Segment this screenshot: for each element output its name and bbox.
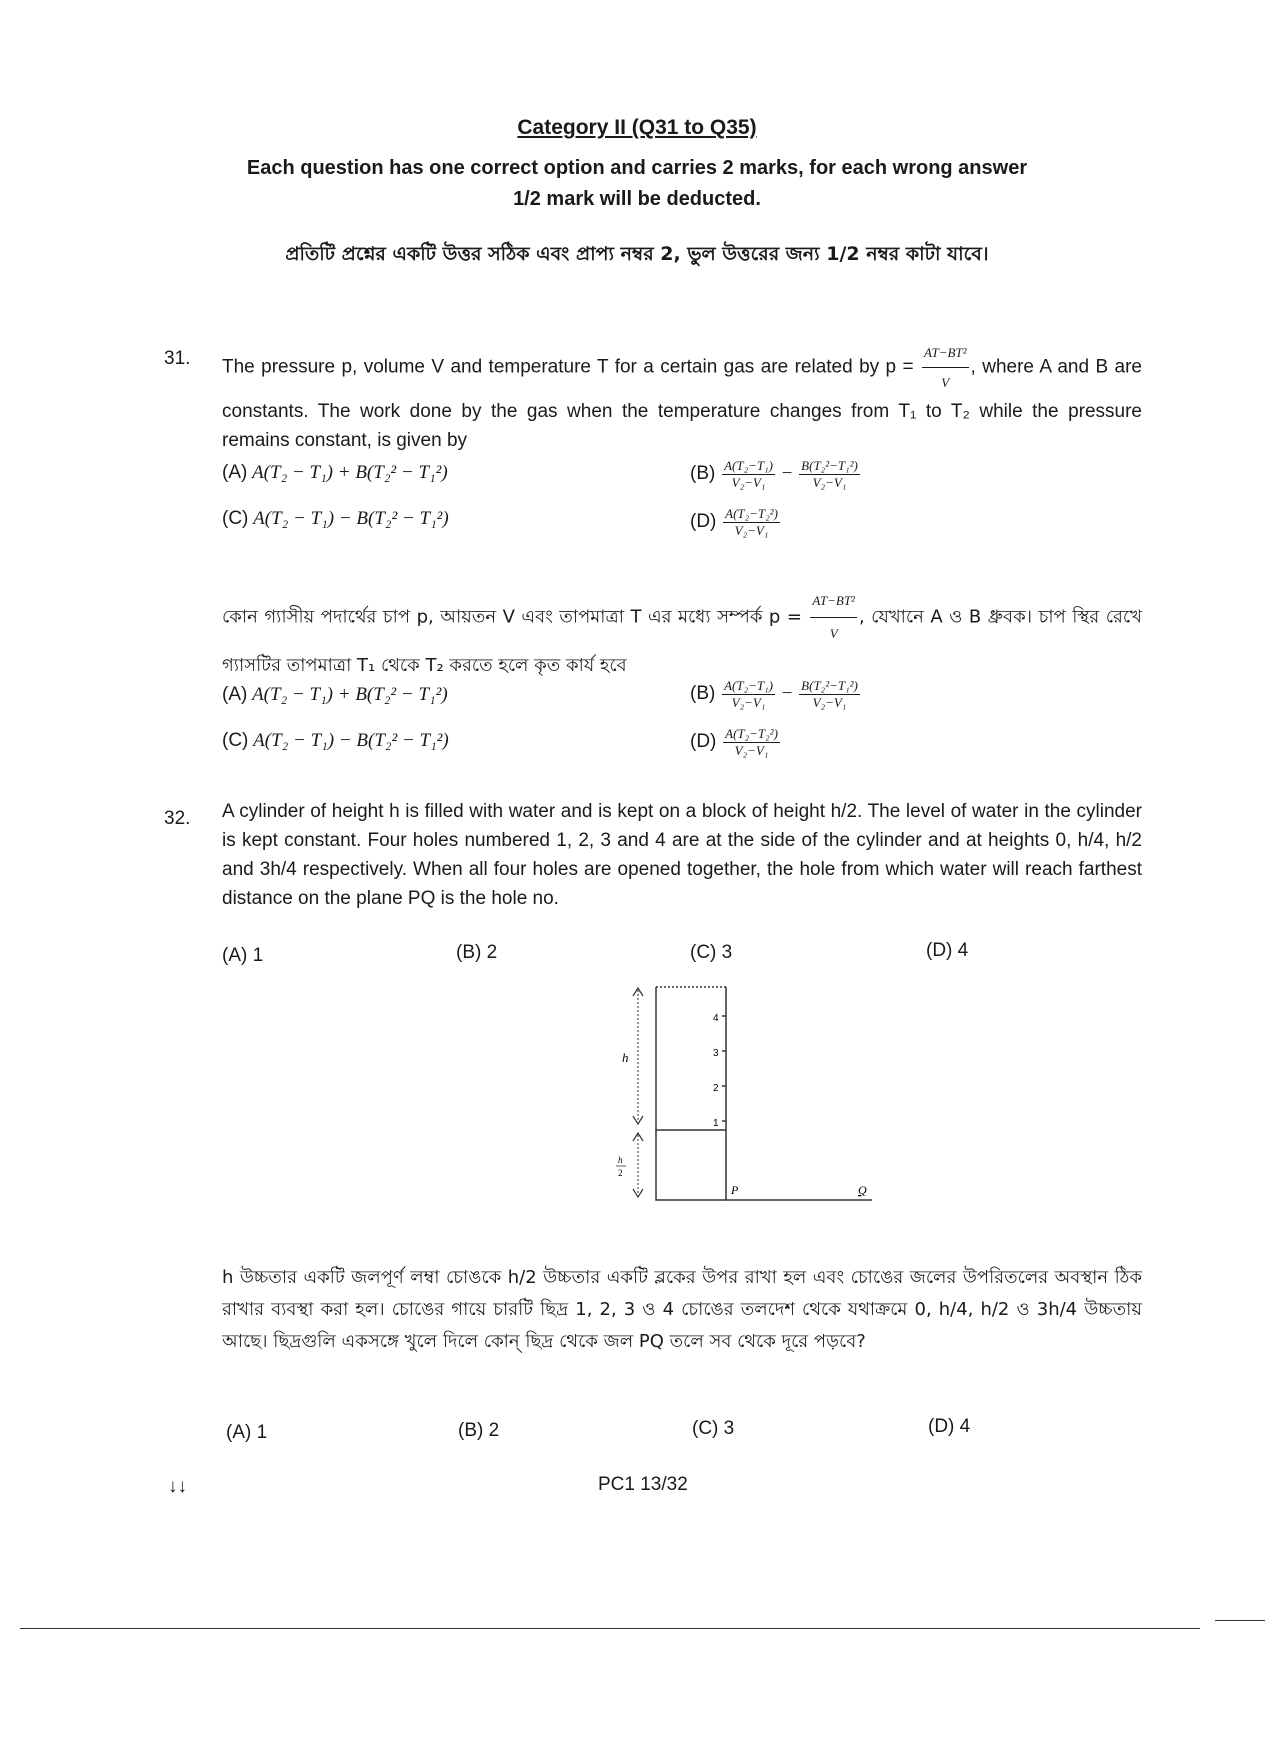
block	[656, 1130, 726, 1200]
q31-option-a-repeat[interactable]: (A) A(T₂ − T₁) + B(T₂² − T₁²)	[222, 684, 448, 705]
pressure-formula: $\frac{\text{AT−BT²}}{V}$	[922, 338, 969, 397]
q32-option-b[interactable]: (B) 2	[456, 942, 498, 963]
bottom-rule-end	[1215, 1620, 1265, 1621]
q32-option-d[interactable]: (D) 4	[926, 940, 969, 961]
q31-option-c-repeat[interactable]: (C) A(T₂ − T₁) − B(T₂² − T₁²)	[222, 730, 449, 751]
page-number: PC1 13/32	[598, 1474, 688, 1495]
q31-option-a[interactable]: (A) A(T₂ − T₁) + B(T₂² − T₁²)	[222, 462, 448, 483]
q32-option-c-repeat[interactable]: (C) 3	[692, 1418, 735, 1439]
q32-option-a-repeat[interactable]: (A) 1	[226, 1422, 268, 1443]
q32-option-b-repeat[interactable]: (B) 2	[458, 1420, 500, 1441]
question-number-31: 31.	[164, 348, 191, 369]
bottom-rule	[20, 1628, 1200, 1629]
hole-3-label: 3	[713, 1048, 719, 1059]
section-title: Category II (Q31 to Q35)	[517, 116, 757, 139]
question-number-32: 32.	[164, 808, 191, 829]
q32-option-d-repeat[interactable]: (D) 4	[928, 1416, 971, 1437]
point-q-label: Q	[858, 1183, 867, 1197]
q32-option-a[interactable]: (A) 1	[222, 945, 264, 966]
q31-option-d[interactable]: (D) $\frac{\text{A(T₂−T₂²)}}{\text{V₂−V₁}}$	[690, 506, 778, 538]
q31-option-d-repeat[interactable]: (D) $\frac{\text{A(T₂−T₂²)}}{\text{V₂−V₁}}$	[690, 726, 778, 758]
q31-option-c[interactable]: (C) A(T₂ − T₁) − B(T₂² − T₁²)	[222, 508, 449, 529]
question-31-text-bengali: কোন গ্যাসীয় পদার্থের চাপ p, আয়তন V এবং তাপমাত্রা T এর মধ্যে সম্পর্ক p = $\frac{\text{AT−BT²}}{V}$ , যেখানে A ও B ধ্রুবক। চাপ স্থির রেখে গ্যাসটির তাপমাত্রা T₁ থেকে T₂ করতে হলে কৃত কার্য হবে	[222, 585, 1142, 682]
pressure-formula-bengali: $\frac{\text{AT−BT²}}{V}$	[810, 585, 857, 650]
q31-text-part2: , where A and B are constants. The work done by the gas when the temperature changes from T₁ to T₂ while the pressure remains constant, is given by	[222, 356, 1142, 451]
instruction-english-line2: 1/2 mark will be deducted.	[513, 188, 761, 210]
q32-option-c[interactable]: (C) 3	[690, 942, 733, 963]
hole-1-label: 1	[713, 1118, 719, 1129]
q31-option-b[interactable]: (B) $\frac{\text{A(T₂−T₁)}}{\text{V₂−V₁}}$ − $\frac{\text{B(T₂²−T₁²)}}{\text{V₂−V₁}}$	[690, 458, 858, 490]
hole-4-label: 4	[713, 1013, 719, 1024]
half-h-label-num: h	[618, 1155, 623, 1165]
question-32-text-bengali: h উচ্চতার একটি জলপূর্ণ লম্বা চোঙকে h/2 উচ্চতার একটি ব্লকের উপর রাখা হল এবং চোঙের জলের উপরিতলের অবস্থান ঠিক রাখার ব্যবস্থা করা হল। চোঙের গায়ে চারটি ছিদ্র 1, 2, 3 ও 4 চোঙের তলদেশ থেকে যথাক্রমে 0, h/4, h/2 ও 3h/4 উচ্চতায় আছে। ছিদ্রগুলি একসঙ্গে খুলে দিলে কোন্ ছিদ্র থেকে জল PQ তলে সব থেকে দূরে পড়বে?	[222, 1267, 1142, 1352]
q31-option-b-repeat[interactable]: (B) $\frac{\text{A(T₂−T₁)}}{\text{V₂−V₁}}$ − $\frac{\text{B(T₂²−T₁²)}}{\text{V₂−V₁}}$	[690, 678, 858, 710]
instruction-bengali: প্রতিটি প্রশ্নের একটি উত্তর সঠিক এবং প্রাপ্য নম্বর 2, ভুল উত্তরের জন্য 1/2 নম্বর কাটা যাবে।	[285, 243, 989, 265]
question-31-text-english	[222, 338, 1142, 455]
half-h-label-den: 2	[618, 1168, 623, 1178]
hole-2-label: 2	[713, 1083, 719, 1094]
cylinder-figure	[600, 980, 890, 1210]
point-p-label: P	[731, 1183, 739, 1197]
question-32-text-english: A cylinder of height h is filled with water and is kept on a block of height h/2. The level of water in the cylinder is kept constant. Four holes numbered 1, 2, 3 and 4 are at the side of the cylinder and at heights 0, h/4, h/2 and 3h/4 respectively. When all four holes are opened together, the hole from which water will reach farthest distance on the plane PQ is the hole no.	[222, 801, 1142, 909]
instruction-english-line1: Each question has one correct option and carries 2 marks, for each wrong answer	[246, 157, 1028, 179]
footer-mark: ↓↓	[168, 1476, 187, 1497]
q31-text-part1: The pressure p, volume V and temperature T for a certain gas are related by p =	[222, 356, 914, 378]
h-label: h	[622, 1050, 629, 1065]
